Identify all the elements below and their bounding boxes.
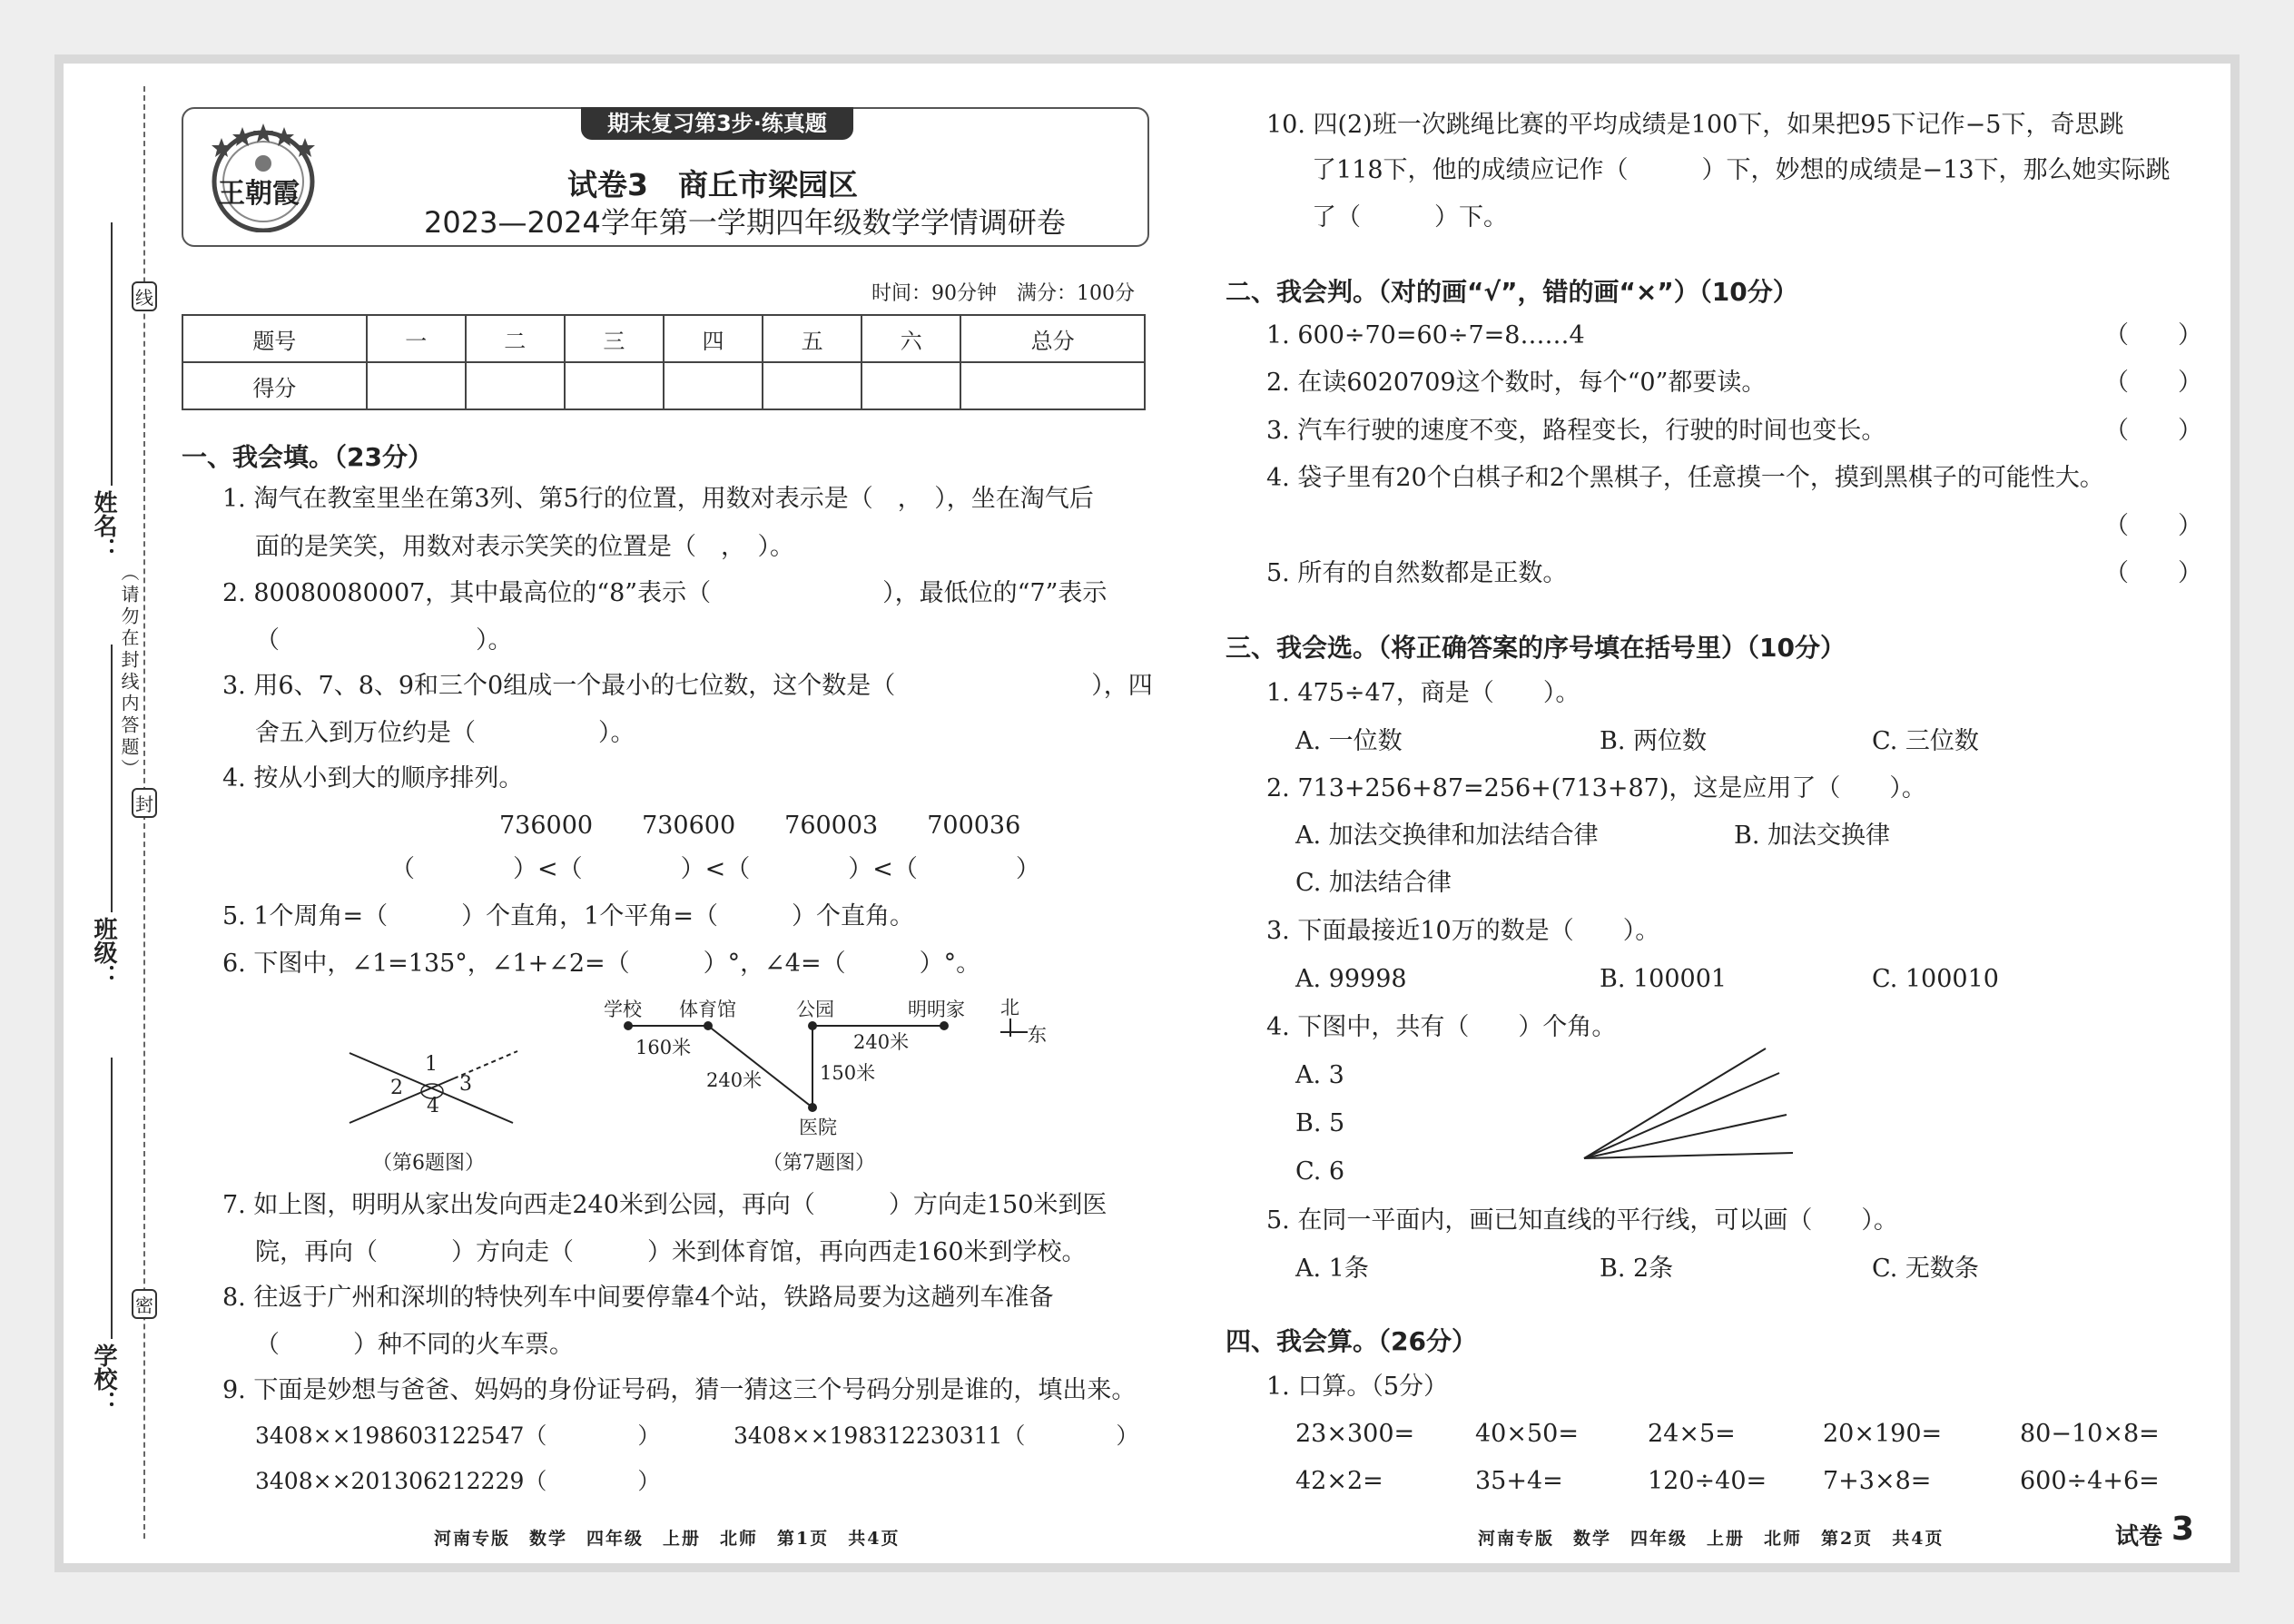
choice-1-option-a[interactable]: A. 一位数	[1295, 727, 1403, 755]
question-10-line-b: 了118下，他的成绩应记作（ ）下，妙想的成绩是−13下，那么她实际跳	[1312, 156, 2171, 184]
choice-3-option-a[interactable]: A. 99998	[1295, 965, 1407, 993]
map-distance-150: 150米	[820, 1062, 876, 1084]
choice-5-option-a[interactable]: A. 1条	[1295, 1255, 1369, 1283]
map-distance-240-diag: 240米	[706, 1069, 763, 1091]
score-cell[interactable]	[763, 362, 861, 409]
question-9-id-1: 3408××198603122547（ ）	[255, 1422, 661, 1449]
choice-5-option-b[interactable]: B. 2条	[1600, 1255, 1674, 1283]
calc-item: 35+4=	[1475, 1467, 1563, 1495]
judge-3-answer[interactable]: （ ）	[2104, 417, 2202, 445]
judge-2-answer[interactable]: （ ）	[2104, 369, 2202, 397]
publisher-logo	[202, 118, 325, 232]
calc-item: 120÷40=	[1648, 1467, 1767, 1495]
map-school: 学校	[604, 999, 642, 1020]
logo-text: 王朝霞	[218, 178, 300, 210]
score-cell[interactable]	[861, 362, 960, 409]
figure-6-label-1: 1	[425, 1053, 438, 1076]
calc-item: 20×190=	[1823, 1420, 1943, 1448]
map-distance-160: 160米	[635, 1037, 692, 1058]
question-2-line-b: （ ）。	[255, 626, 513, 655]
question-4-blanks: （ ）<（ ）<（ ）<（ ）	[390, 855, 1040, 883]
choice-4-option-b[interactable]: B. 5	[1295, 1109, 1345, 1137]
figure-6-label-2: 2	[390, 1077, 403, 1099]
question-2-line-a: 2. 80080080007，其中最高位的“8”表示（ ），最低位的“7”表示	[222, 579, 1108, 607]
score-header-cell: 六	[861, 315, 960, 362]
score-header-cell: 五	[763, 315, 861, 362]
school-label: 学校：	[90, 1343, 117, 1414]
question-6: 6. 下图中，∠1=135°，∠1+∠2=（ ）°，∠4=（ ）°。	[222, 950, 981, 978]
calc-item: 24×5=	[1648, 1420, 1736, 1448]
calc-item: 40×50=	[1475, 1420, 1579, 1448]
figure-6-label-3: 3	[459, 1073, 472, 1096]
score-header-cell: 二	[466, 315, 565, 362]
figure-6-caption: （第6题图）	[372, 1152, 485, 1175]
section-3-title: 三、我会选。（将正确答案的序号填在括号里）（10分）	[1226, 633, 1846, 663]
exam-title: 试卷3 商丘市梁园区	[567, 167, 858, 202]
judge-3: 3. 汽车行驶的速度不变，路程变长，行驶的时间也变长。	[1266, 417, 1886, 445]
choice-3: 3. 下面最接近10万的数是（ ）。	[1266, 917, 1660, 945]
judge-1: 1. 600÷70=60÷7=8……4	[1266, 321, 1585, 349]
score-header-cell: 一	[367, 315, 466, 362]
time-info: 时间：90分钟 满分：100分	[871, 282, 1135, 305]
map-distance-240-east: 240米	[853, 1031, 910, 1053]
choice-3-option-c[interactable]: C. 100010	[1872, 965, 1999, 993]
choice-1-option-c[interactable]: C. 三位数	[1872, 727, 1979, 755]
choice-2-option-c[interactable]: C. 加法结合律	[1295, 869, 1452, 897]
choice-4-angle-figure	[1580, 1044, 1797, 1166]
choice-2-option-b[interactable]: B. 加法交换律	[1734, 822, 1891, 850]
calc-item: 600÷4+6=	[2020, 1467, 2160, 1495]
name-label: 姓名：	[90, 490, 117, 561]
choice-4-option-a[interactable]: A. 3	[1295, 1061, 1344, 1089]
question-4-numbers: 736000 730600 760003 700036	[499, 812, 1021, 840]
binding-note: （请勿在封线内答题）	[118, 563, 140, 781]
calc-item: 7+3×8=	[1823, 1467, 1932, 1495]
score-header-cell: 三	[565, 315, 664, 362]
score-table	[182, 314, 1146, 410]
score-table-score-row	[182, 362, 1145, 409]
calc-item: 23×300=	[1295, 1420, 1415, 1448]
calc-item: 42×2=	[1295, 1467, 1383, 1495]
map-gym: 体育馆	[679, 999, 736, 1020]
section-1-title: 一、我会填。（23分）	[182, 442, 433, 472]
question-1-line-b: 面的是笑笑，用数对表示笑笑的位置是（ ， ）。	[255, 533, 794, 561]
score-cell[interactable]	[466, 362, 565, 409]
binding-mark-dense: 密	[132, 1289, 157, 1319]
score-row-label: 得分	[182, 362, 367, 409]
section-2-title: 二、我会判。（对的画“√”，错的画“×”）（10分）	[1226, 277, 1798, 307]
choice-2: 2. 713+256+87=256+(713+87)，这是应用了（ ）。	[1266, 774, 1926, 802]
page-2-footer: 河南专版 数学 四年级 上册 北师 第2页 共4页	[1478, 1529, 1944, 1549]
choice-1-option-b[interactable]: B. 两位数	[1600, 727, 1708, 755]
judge-4-answer[interactable]: （ ）	[2104, 512, 2202, 540]
choice-5: 5. 在同一平面内，画已知直线的平行线，可以画（ ）。	[1266, 1206, 1898, 1235]
score-header-cell: 题号	[182, 315, 367, 362]
judge-2: 2. 在读6020709这个数时，每个“0”都要读。	[1266, 369, 1767, 397]
class-field-line[interactable]	[111, 645, 113, 912]
score-cell[interactable]	[565, 362, 664, 409]
calc-item: 80−10×8=	[2020, 1420, 2160, 1448]
page-1-footer: 河南专版 数学 四年级 上册 北师 第1页 共4页	[434, 1529, 901, 1549]
map-hospital: 医院	[799, 1117, 837, 1138]
question-9-id-2: 3408××198312230311（ ）	[733, 1422, 1139, 1449]
question-8-line-a: 8. 往返于广州和深圳的特快列车中间要停靠4个站，铁路局要为这趟列车准备	[222, 1284, 1054, 1312]
calc-title: 1. 口算。（5分）	[1266, 1373, 1449, 1401]
score-table-header-row	[182, 315, 1145, 362]
score-cell[interactable]	[960, 362, 1145, 409]
question-7-line-a: 7. 如上图，明明从家出发向西走240米到公园，再向（ ）方向走150米到医	[222, 1191, 1108, 1219]
choice-1: 1. 475÷47，商是（ ）。	[1266, 679, 1580, 707]
question-3-line-a: 3. 用6、7、8、9和三个0组成一个最小的七位数，这个数是（ ），四	[222, 672, 1153, 700]
question-10-line-c: 了（ ）下。	[1312, 203, 1508, 231]
judge-1-answer[interactable]: （ ）	[2104, 321, 2202, 349]
name-field-line[interactable]	[111, 222, 113, 486]
score-cell[interactable]	[664, 362, 763, 409]
map-north: 北	[1000, 997, 1019, 1019]
map-home: 明明家	[908, 999, 965, 1020]
judge-5: 5. 所有的自然数都是正数。	[1266, 559, 1568, 587]
choice-4: 4. 下图中，共有（ ）个角。	[1266, 1013, 1617, 1041]
score-header-cell: 四	[664, 315, 763, 362]
question-10-line-a: 10. 四(2)班一次跳绳比赛的平均成绩是100下，如果把95下记作−5下，奇思跳	[1266, 111, 2124, 139]
judge-4: 4. 袋子里有20个白棋子和2个黑棋子，任意摸一个，摸到黑棋子的可能性大。	[1266, 464, 2104, 492]
score-cell[interactable]	[367, 362, 466, 409]
choice-5-option-c[interactable]: C. 无数条	[1872, 1255, 1979, 1283]
exam-subtitle: 2023—2024学年第一学期四年级数学学情调研卷	[424, 205, 1066, 240]
judge-5-answer[interactable]: （ ）	[2104, 559, 2202, 587]
binding-mark-seal: 封	[132, 788, 157, 818]
header-tag: 期末复习第3步·练真题	[581, 107, 853, 140]
question-3-line-b: 舍五入到万位约是（ ）。	[255, 719, 635, 747]
question-9: 9. 下面是妙想与爸爸、妈妈的身份证号码，猜一猜这三个号码分别是谁的，填出来。	[222, 1376, 1137, 1404]
choice-4-option-c[interactable]: C. 6	[1295, 1157, 1345, 1186]
question-5: 5. 1个周角=（ ）个直角，1个平角=（ ）个直角。	[222, 902, 914, 930]
question-1-line-a: 1. 淘气在教室里坐在第3列、第5行的位置，用数对表示是（ ， ），坐在淘气后	[222, 485, 1094, 513]
map-park: 公园	[796, 999, 834, 1020]
section-4-title: 四、我会算。（26分）	[1226, 1326, 1477, 1356]
paper-label: 试卷	[2115, 1523, 2163, 1550]
question-8-line-b: （ ）种不同的火车票。	[255, 1331, 574, 1359]
figure-6-label-4: 4	[427, 1095, 439, 1117]
choice-2-option-a[interactable]: A. 加法交换律和加法结合律	[1295, 822, 1599, 850]
school-field-line[interactable]	[111, 1058, 113, 1339]
score-header-cell: 总分	[960, 315, 1145, 362]
paper-number: 3	[2171, 1511, 2195, 1548]
figure-7-caption: （第7题图）	[763, 1152, 875, 1175]
question-9-id-3: 3408××201306212229（ ）	[255, 1468, 661, 1494]
choice-3-option-b[interactable]: B. 100001	[1600, 965, 1728, 993]
binding-mark-line: 线	[132, 281, 157, 311]
map-east: 东	[1028, 1024, 1047, 1046]
question-4: 4. 按从小到大的顺序排列。	[222, 764, 524, 792]
class-label: 班级：	[90, 917, 117, 988]
question-7-line-b: 院，再向（ ）方向走（ ）米到体育馆，再向西走160米到学校。	[255, 1238, 1087, 1266]
